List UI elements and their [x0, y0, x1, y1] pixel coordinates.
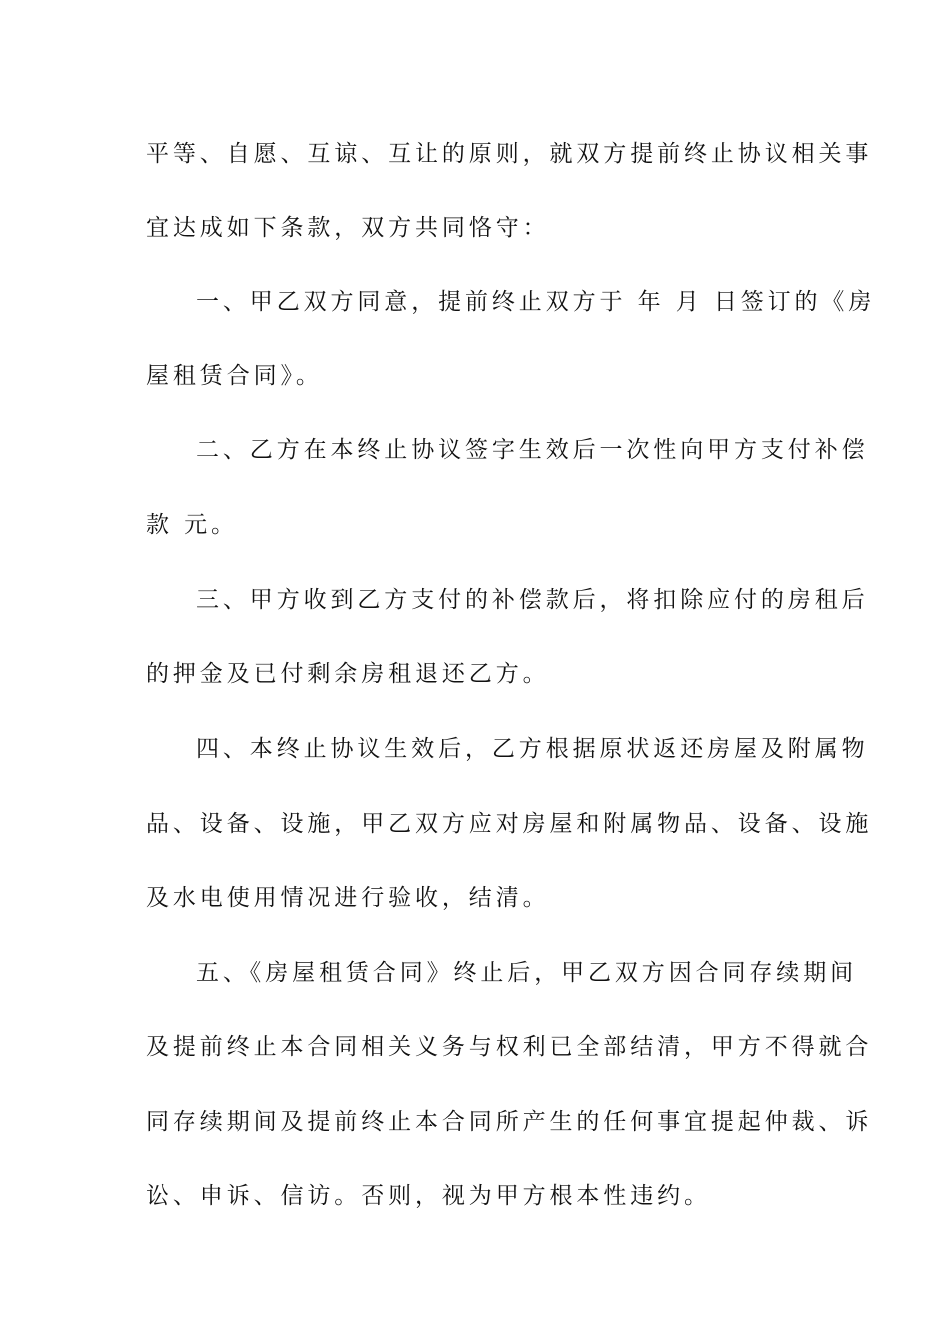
- clause-5-line: 同存续期间及提前终止本合同所产生的任何事宜提起仲裁、诉: [146, 1109, 873, 1135]
- clause-5-line: 讼、申诉、信访。否则，视为甲方根本性违约。: [146, 1183, 711, 1209]
- clause-4-line: 品、设备、设施，甲乙双方应对房屋和附属物品、设备、设施: [146, 811, 873, 837]
- clause-5-line: 及提前终止本合同相关义务与权利已全部结清，甲方不得就合: [146, 1034, 873, 1060]
- clause-1-line: 一、甲乙双方同意，提前终止双方于 年 月 日签订的《房: [196, 289, 876, 315]
- clause-1-line: 屋租赁合同》。: [146, 363, 323, 389]
- clause-3-line: 三、甲方收到乙方支付的补偿款后，将扣除应付的房租后: [196, 587, 869, 613]
- text-line: 宜达成如下条款，双方共同恪守：: [146, 215, 550, 241]
- clause-2-line: 款 元。: [146, 512, 238, 538]
- clause-4-line: 四、本终止协议生效后，乙方根据原状返还房屋及附属物: [196, 736, 869, 762]
- clause-5-line: 五、《房屋租赁合同》终止后，甲乙双方因合同存续期间: [196, 960, 857, 986]
- clause-3-line: 的押金及已付剩余房租退还乙方。: [146, 661, 550, 687]
- text-line: 平等、自愿、互谅、互让的原则，就双方提前终止协议相关事: [146, 141, 873, 167]
- clause-2-line: 二、乙方在本终止协议签字生效后一次性向甲方支付补偿: [196, 437, 869, 463]
- clause-4-line: 及水电使用情况进行验收，结清。: [146, 885, 550, 911]
